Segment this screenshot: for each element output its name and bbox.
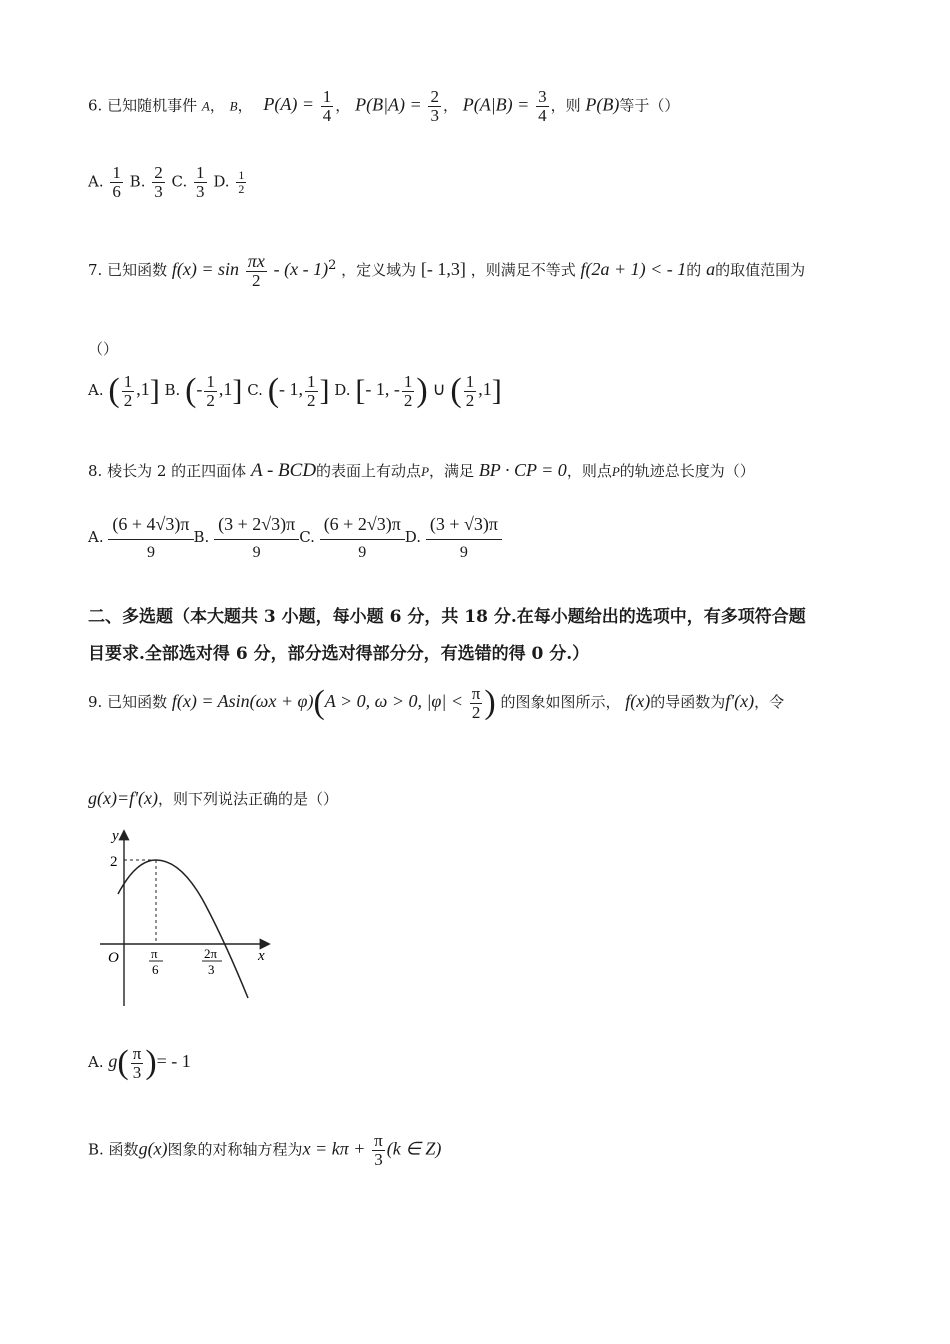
q6-option-c-num: 1 xyxy=(196,163,205,182)
q7-option-b-open: ( xyxy=(185,372,197,409)
q7-option-b-frac xyxy=(204,373,217,410)
q9-line2-rest: ，则下列说法正确的是（） xyxy=(157,790,338,808)
prob-b-given-a-den: 3 xyxy=(430,105,439,125)
origin-label: O xyxy=(108,950,119,966)
q7-option-c-open: ( xyxy=(267,372,280,409)
q7-option-d-num1: 1 xyxy=(403,371,413,391)
q7-var-a: a xyxy=(706,258,716,279)
q9-option-b-eq: x = kπ + xyxy=(302,1138,366,1159)
q7-function-frac-den: 2 xyxy=(252,270,261,290)
prob-nota-given-notb: P(A|B) = xyxy=(462,94,530,115)
prob-nota-given-notb-den: 4 xyxy=(538,105,547,125)
q9-ling: ，令 xyxy=(754,693,785,711)
prob-b-given-a-num: 2 xyxy=(430,87,439,106)
q7-exponent: 2 xyxy=(328,257,337,273)
q8-option-c-num: (6 + 2√3)π xyxy=(320,514,405,540)
q7-suffix: 的取值范围为 xyxy=(715,260,806,279)
q7-option-b-tail: ,1 xyxy=(218,379,233,399)
q8-option-c-label: C. xyxy=(299,528,315,546)
q6-stem xyxy=(88,88,679,125)
q7-domain-text: ，定义域为 xyxy=(341,260,417,279)
q8-option-b-den: 9 xyxy=(252,544,261,561)
q7-option-b-label: B. xyxy=(164,381,181,399)
q8-option-a-den: 9 xyxy=(146,544,155,561)
q8-options xyxy=(88,514,502,562)
q8-dot-product: BP · CP = 0 xyxy=(478,460,567,480)
event-a: A xyxy=(201,98,210,114)
q7-option-d-label: D. xyxy=(334,381,351,399)
q7-function: f(x) = sin xyxy=(171,258,240,279)
q6-option-b xyxy=(152,164,165,201)
q7-cond-text: ，则满足不等式 xyxy=(470,260,576,279)
q8-then: ，则点 xyxy=(566,462,612,480)
q8-tetrahedron: A - BCD xyxy=(250,460,317,481)
q9-option-b-den: 3 xyxy=(374,1149,383,1169)
prob-nota-given-notb-frac xyxy=(536,88,549,125)
q8-option-b-label: B. xyxy=(193,528,210,546)
q7-option-a-label: A. xyxy=(88,381,104,399)
q7-paren: （） xyxy=(88,340,119,358)
q6-option-b-den: 3 xyxy=(154,181,163,201)
q8-mid: 的表面上有动点 xyxy=(316,462,422,480)
q8-option-a-label: A. xyxy=(88,528,104,546)
q6-option-a-den: 6 xyxy=(112,181,121,201)
q9-option-a-g: g xyxy=(108,1051,118,1071)
q6-prefix: 6. 已知随机事件 xyxy=(88,96,198,115)
q6-option-d-label: D. xyxy=(213,172,230,191)
prob-a-num: 1 xyxy=(322,87,332,106)
q7-option-b-close: ] xyxy=(232,374,243,407)
q6-option-a-num: 1 xyxy=(112,163,121,182)
q9-option-a-den: 3 xyxy=(132,1062,142,1082)
q8-option-c xyxy=(320,514,405,562)
q6-sep2: ， xyxy=(237,96,253,115)
q8-option-a xyxy=(108,514,193,562)
q7-option-c-frac xyxy=(305,373,318,410)
q7-option-a-close: ] xyxy=(149,374,160,407)
q7-option-d-close2: ] xyxy=(491,374,502,407)
q6-comma2: ， xyxy=(442,96,458,115)
q9-stem-line2 xyxy=(88,788,338,809)
q9-fprime: f'(x) xyxy=(725,691,755,711)
max-label: 2 xyxy=(110,854,118,870)
q9-option-a-value: = - 1 xyxy=(156,1051,191,1071)
q8-stem xyxy=(88,460,755,482)
q9-option-b-label: B. 函数 xyxy=(88,1140,139,1159)
q7-prefix: 7. 已知函数 xyxy=(88,260,168,279)
x-label: x xyxy=(258,948,265,964)
q6-sep1: ， xyxy=(209,96,225,115)
q9-option-b xyxy=(88,1132,441,1169)
q8-suffix: 的轨迹总长度为（） xyxy=(619,462,755,480)
q7-option-c-den: 2 xyxy=(307,390,316,410)
q9-option-b-num: π xyxy=(374,1131,383,1150)
q6-option-b-label: B. xyxy=(129,172,146,191)
q7-stem xyxy=(88,252,805,290)
q9-prefix: 9. 已知函数 xyxy=(88,693,168,711)
tick2-den: 3 xyxy=(208,962,215,977)
q9-option-a-frac xyxy=(131,1045,144,1082)
q7-option-b-num: 1 xyxy=(206,371,215,391)
q9-function2: f(x) xyxy=(625,691,651,711)
q7-function-frac xyxy=(246,252,267,290)
q9-g-def: g(x)=f'(x) xyxy=(88,788,158,808)
prob-nota-given-notb-num: 3 xyxy=(538,87,547,106)
q9-condition: A > 0, ω > 0, |φ| < xyxy=(324,691,463,711)
q7-option-d-close1: ) xyxy=(416,372,428,409)
q9-cond-close: ) xyxy=(484,684,496,721)
q7-option-b-den: 2 xyxy=(206,390,215,410)
q8-prefix: 8. 棱长为 2 的正四面体 xyxy=(88,462,247,480)
tick1-num: π xyxy=(151,946,158,961)
q6-option-d-den: 2 xyxy=(238,181,245,196)
q7-option-a-num: 1 xyxy=(123,371,133,391)
q9-option-b-g: g(x) xyxy=(138,1138,168,1159)
q6-option-a xyxy=(110,164,123,201)
prob-b-given-a: P(B|A) = xyxy=(355,94,422,115)
event-b: B xyxy=(229,98,238,114)
q6-suffix: 等于（） xyxy=(619,96,680,115)
q7-inequality: f(2a + 1) < - 1 xyxy=(580,258,687,279)
q6-option-d xyxy=(236,169,246,195)
q6-option-b-num: 2 xyxy=(154,163,163,182)
tick1-den: 6 xyxy=(152,962,159,977)
q9-option-a-open: ( xyxy=(117,1044,129,1081)
q9-mid: 的图象如图所示， xyxy=(500,693,621,711)
prob-a: P(A) = xyxy=(263,94,314,115)
q6-options xyxy=(88,164,248,201)
y-label: y xyxy=(112,828,119,844)
q9-deriv-text: 的导函数为 xyxy=(650,693,726,711)
q7-option-d-union: ∪ xyxy=(432,379,446,399)
q8-option-b xyxy=(214,514,299,562)
q9-cond-frac xyxy=(470,685,483,722)
q9-cond-open: ( xyxy=(313,684,325,721)
q9-option-a xyxy=(88,1044,191,1082)
q8-option-c-den: 9 xyxy=(358,544,367,561)
prob-a-den: 4 xyxy=(322,105,332,125)
q9-option-a-num: π xyxy=(132,1043,142,1063)
section2-heading-line2: 目要求.全部选对得 6 分，部分选对得部分分，有选错的得 0 分.） xyxy=(88,644,590,664)
q7-option-d-pre: - 1, - xyxy=(365,379,400,399)
q7-suffix-pre: 的 xyxy=(686,260,702,279)
q7-option-a-frac xyxy=(122,373,135,410)
q6-option-d-num: 1 xyxy=(238,168,245,183)
q9-option-a-close: ) xyxy=(145,1044,157,1081)
q7-option-d-open2: ( xyxy=(450,372,462,409)
q6-option-c xyxy=(194,164,207,201)
q8-option-d-den: 9 xyxy=(459,544,468,561)
q7-option-d-tail: ,1 xyxy=(478,379,492,399)
q9-cond-num: π xyxy=(471,683,481,703)
q7-option-d-frac2 xyxy=(464,373,477,410)
q8-cond: ，满足 xyxy=(429,462,475,480)
q6-option-c-den: 3 xyxy=(196,181,205,201)
q7-option-c-num: 1 xyxy=(307,371,316,391)
q8-point-p: P xyxy=(421,464,430,479)
q7-option-d-den1: 2 xyxy=(403,390,413,410)
q7-option-a-tail: ,1 xyxy=(136,379,150,399)
q7-function-rest: - (x - 1) xyxy=(273,258,329,279)
q9-option-b-frac xyxy=(372,1132,385,1169)
q6-comma1: ， xyxy=(335,96,351,115)
q7-option-c-close: ] xyxy=(319,374,330,407)
q7-option-d-frac1 xyxy=(402,373,415,410)
q8-option-b-num: (3 + 2√3)π xyxy=(214,514,299,540)
q7-option-b-pre: - xyxy=(196,379,203,399)
q8-option-d-num: (3 + √3)π xyxy=(426,514,502,540)
q9-stem xyxy=(88,684,784,722)
q9-cond-den: 2 xyxy=(471,702,481,722)
q6-then: ，则 xyxy=(550,96,581,115)
prob-b: P(B) xyxy=(585,94,620,115)
q9-function: f(x) = Asin(ωx + φ) xyxy=(171,691,314,711)
q6-option-a-label: A. xyxy=(88,172,104,191)
q8-option-a-num: (6 + 4√3)π xyxy=(108,514,193,540)
q8-option-d-label: D. xyxy=(404,528,422,546)
q7-option-a-den: 2 xyxy=(123,390,133,410)
q7-function-frac-num: πx xyxy=(247,251,265,271)
q8-point-p2: P xyxy=(611,464,620,479)
q9-function-graph xyxy=(96,826,286,1012)
sine-curve xyxy=(118,860,248,998)
q7-options xyxy=(88,372,502,410)
q7-option-a-open: ( xyxy=(108,372,120,409)
q7-option-d-num2: 1 xyxy=(465,371,475,391)
q7-option-c-label: C. xyxy=(247,381,263,399)
q8-option-d xyxy=(426,514,502,562)
prob-a-frac xyxy=(321,88,334,125)
q9-option-a-label: A. xyxy=(88,1053,104,1071)
q7-option-c-pre: - 1, xyxy=(279,379,304,399)
q6-option-c-label: C. xyxy=(171,172,188,191)
section2-heading-line1: 二、多选题（本大题共 3 小题，每小题 6 分，共 18 分.在每小题给出的选项中，有多项符合题 xyxy=(88,607,806,627)
q7-option-d-den2: 2 xyxy=(465,390,475,410)
q7-domain: [- 1,3] xyxy=(420,258,466,279)
q9-option-b-mid: 图象的对称轴方程为 xyxy=(167,1140,303,1159)
prob-b-given-a-frac xyxy=(428,88,441,125)
q7-option-d-open1: [ xyxy=(355,374,366,407)
q9-option-b-tail: (k ∈ Z) xyxy=(386,1138,442,1159)
tick2-num: 2π xyxy=(204,946,218,961)
